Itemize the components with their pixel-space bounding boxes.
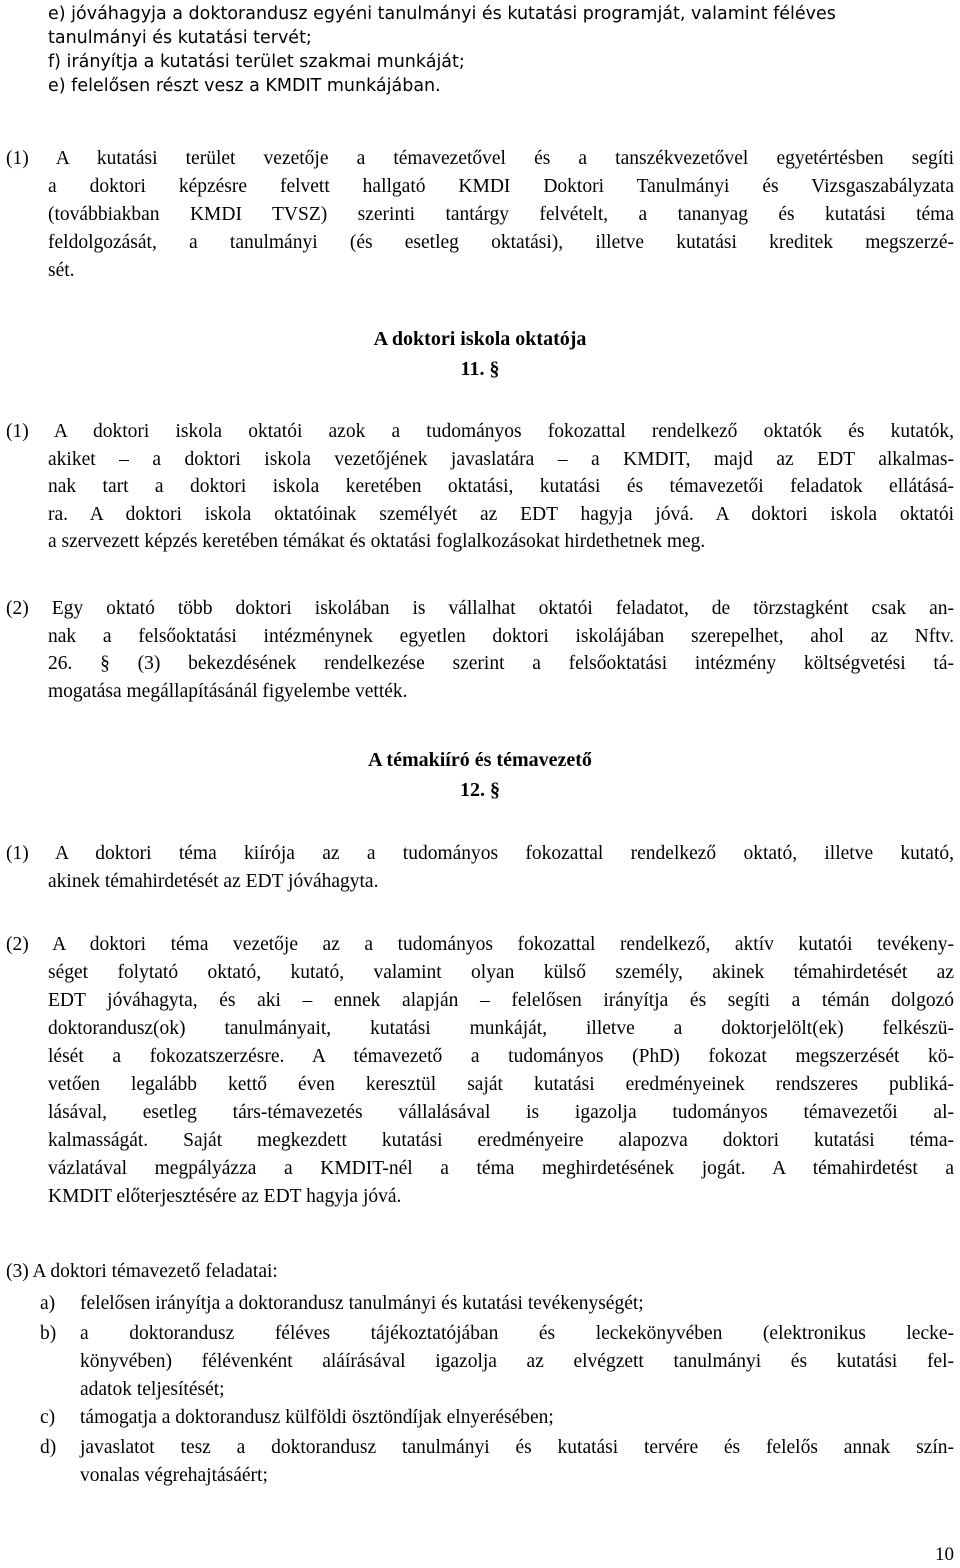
list-item-line: adatok teljesítését; bbox=[80, 1379, 225, 1400]
paragraph-line: vázlatával megpályázza a KMDIT-nél a téma meghirdetésének jogát. A témahirdetést a bbox=[48, 1158, 954, 1179]
list-item-line: támogatja a doktorandusz külföldi ösztöndíjak elnyerésében; bbox=[80, 1407, 554, 1428]
paragraph-line: (2) A doktori téma vezetője az a tudományos fokozattal rendelkező, aktív kutatói tevékeny- bbox=[6, 934, 954, 955]
paragraph-line: mogatása megállapításánál figyelembe vették. bbox=[48, 680, 408, 702]
list-item bbox=[40, 1320, 954, 1404]
paragraph-line: (1) A doktori téma kiírója az a tudományos fokozattal rendelkező oktató, illetve kutató, bbox=[6, 843, 954, 864]
list-item-line: a doktorandusz féléves tájékoztatójában és leckekönyvében (elektronikus lecke- bbox=[80, 1323, 954, 1344]
list-item-label: c) bbox=[40, 1407, 56, 1428]
list-item-label: d) bbox=[40, 1437, 57, 1458]
paragraph-line: lásával, esetleg társ-témavezetés vállalásával is igazolja tudományos témavezetői al- bbox=[48, 1102, 954, 1123]
paragraph-line: akinek témahirdetését az EDT jóváhagyta. bbox=[48, 871, 379, 892]
paragraph-line: a doktori képzésre felvett hallgató KMDI Doktori Tanulmányi és Vizsgaszabályzata bbox=[48, 176, 954, 197]
list-item-line: vonalas végrehajtásáért; bbox=[80, 1465, 268, 1486]
paragraph-line: (2) Egy oktató több doktori iskolában is vállalhat oktatói feladatot, de törzstagként csak an- bbox=[6, 598, 954, 619]
list-item bbox=[40, 1290, 954, 1318]
paragraph-line: EDT jóváhagyta, és aki – ennek alapján – felelősen irányítja és segíti a témán dolgozó bbox=[48, 990, 954, 1011]
section-11-number: 11. § bbox=[460, 358, 500, 380]
top-items bbox=[48, 2, 948, 98]
list-item bbox=[40, 1434, 954, 1490]
paragraph-line: nak tart a doktori iskola keretében oktatási, kutatási és témavezetői feladatok ellátásá- bbox=[48, 476, 954, 497]
paragraph-line: KMDIT előterjesztésére az EDT hagyja jóvá. bbox=[48, 1186, 402, 1207]
paragraph-line: sét. bbox=[48, 260, 75, 281]
paragraph-line: nak a felsőoktatási intézménynek egyetlen doktori iskolájában szerepelhet, ahol az Nftv. bbox=[48, 625, 954, 647]
paragraph-line: kalmasságát. Saját megkezdett kutatási eredményeire alapozva doktori kutatási téma- bbox=[48, 1130, 954, 1151]
list-item-line: könyvében) félévenként aláírásával igazolja az elvégzett tanulmányi és kutatási fel- bbox=[80, 1351, 954, 1372]
paragraph-line: doktorandusz(ok) tanulmányait, kutatási munkáját, illetve a doktorjelölt(ek) felkészü- bbox=[48, 1018, 954, 1039]
list-item-label: b) bbox=[40, 1323, 57, 1344]
list-item-label: a) bbox=[40, 1293, 56, 1314]
paragraph-line: feldolgozását, a tanulmányi (és esetleg oktatási), illetve kutatási kreditek megszerzé- bbox=[48, 232, 954, 253]
list-item-line: felelősen irányítja a doktorandusz tanulmányi és kutatási tevékenységét; bbox=[80, 1293, 644, 1314]
paragraph-line: (1) A kutatási terület vezetője a témavezetővel és a tanszékvezetővel egyetértésben segíti bbox=[6, 148, 954, 169]
s12-paragraph-2 bbox=[6, 931, 954, 1211]
paragraph-line: (továbbiakban KMDI TVSZ) szerinti tantárgy felvételt, a tananyag és kutatási téma bbox=[48, 204, 954, 225]
paragraph-line: vetően legalább kettő éven keresztül saját kutatási eredményeinek rendszeres publiká- bbox=[48, 1074, 954, 1095]
top-item-line: e) jóváhagyja a doktorandusz egyéni tanulmányi és kutatási programját, valamint féléves bbox=[48, 4, 836, 24]
paragraph-line: ra. A doktori iskola oktatóinak személyét az EDT hagyja jóvá. A doktori iskola oktatói bbox=[48, 503, 954, 525]
paragraph-1 bbox=[6, 145, 954, 285]
paragraph-line: séget folytató oktató, kutató, valamint olyan külső személy, akinek témahirdetését az bbox=[48, 962, 954, 983]
s12-paragraph-1 bbox=[6, 840, 954, 896]
paragraph-line: a szervezett képzés keretében témákat és oktatási foglalkozásokat hirdethetnek meg. bbox=[48, 531, 706, 552]
section-12-title: A témakiíró és témavezető bbox=[368, 749, 592, 771]
list-item bbox=[40, 1404, 954, 1432]
list-item-line: javaslatot tesz a doktorandusz tanulmányi és kutatási tervére és felelős annak szín- bbox=[80, 1437, 954, 1458]
page-number: 10 bbox=[935, 1544, 954, 1565]
top-item-line: f) irányítja a kutatási terület szakmai munkáját; bbox=[48, 52, 465, 72]
s11-paragraph-1 bbox=[6, 418, 954, 556]
paragraph-line: akiket – a doktori iskola vezetőjének javaslatára – a KMDIT, majd az EDT alkalmas- bbox=[48, 448, 954, 470]
paragraph-line: lését a fokozatszerzésre. A témavezető a tudományos (PhD) fokozat megszerzését kö- bbox=[48, 1046, 954, 1067]
top-item-line: e) felelősen részt vesz a KMDIT munkájában. bbox=[48, 76, 441, 96]
s12-paragraph-3-head: (3) A doktori témavezető feladatai: bbox=[6, 1261, 278, 1282]
top-item-line: tanulmányi és kutatási tervét; bbox=[48, 28, 312, 48]
paragraph-line: 26. § (3) bekezdésének rendelkezése szerint a felsőoktatási intézmény költségvetési tá- bbox=[48, 653, 954, 674]
section-11-title: A doktori iskola oktatója bbox=[373, 328, 587, 350]
paragraph-line: (1) A doktori iskola oktatói azok a tudományos fokozattal rendelkező oktatók és kutatók, bbox=[6, 421, 954, 442]
section-12-number: 12. § bbox=[460, 779, 500, 801]
s11-paragraph-2 bbox=[6, 595, 954, 705]
